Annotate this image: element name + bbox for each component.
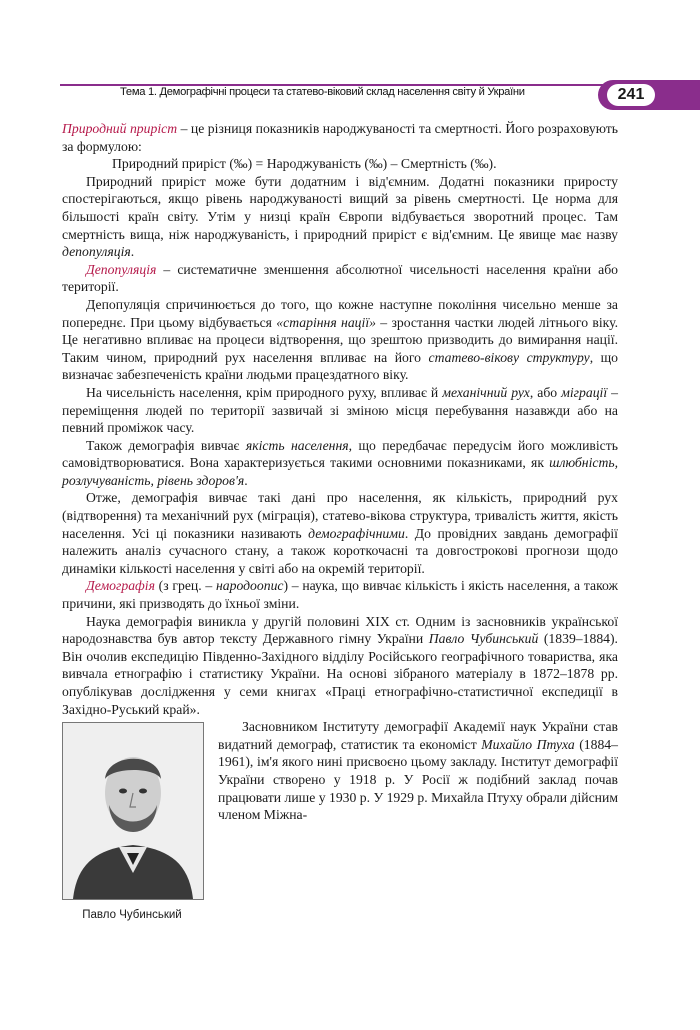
text: Депопуляція спричинюється до того, що кожне наступне покоління чисельно менше за попереднє. При цьому відбувається bbox=[62, 296, 618, 330]
text: (з грец. – bbox=[154, 578, 216, 594]
emphasis: «старіння нації» bbox=[276, 314, 376, 330]
text: . До провідних завдань демографії належить аналіз сучасного стану, а також короткочасні та довгострокові прогнози щодо динаміки кількості населення у світі або на окремій території. bbox=[62, 525, 618, 576]
text: – зростання частки людей літнього віку. Це негативно впливає на процеси відтворення, що зрештою призводить до вимирання нації. Таким чином, природний рух населення впливає на його bbox=[62, 314, 618, 365]
portrait-figure bbox=[62, 722, 208, 925]
text: Засновником Інституту демографії Академії наук України став видатний демограф, статистик та економіст bbox=[218, 719, 618, 752]
text: , що передбачає передусім його можливість самовідтворюватися. Вона характеризується такими основними показниками, як bbox=[62, 437, 618, 471]
emphasis: статево-вікову структуру bbox=[428, 349, 590, 365]
emphasis: механічний рух bbox=[442, 384, 530, 400]
text: Отже, демографія вивчає такі дані про населення, як кількість, природний рух (відтворення) та механічний рух (міграція), статево-вікова структура, тривалість життя, якість населення. Усі ці показники називають bbox=[62, 490, 618, 541]
emphasis: якість населення bbox=[245, 437, 349, 453]
term-demography: Демографія bbox=[86, 578, 155, 594]
text: – систематичне зменшення абсолютної чисельності населення країни або території. bbox=[62, 261, 618, 295]
text: Природний приріст може бути додатним і від'ємним. Додатні показники приросту спостерігаються, якщо рівень народжуваності вищий за рівень смертності. Це норма для більшості країн світу. Утім у низці країн Європи відбувається зворотний процес. Там смертність вища, ніж народжуваність, і природний приріст є від'ємним. Це явище має назву bbox=[62, 173, 618, 242]
paragraph bbox=[62, 173, 618, 261]
emphasis: депопуляція bbox=[62, 244, 131, 260]
paragraph bbox=[62, 489, 618, 577]
emphasis: шлюбність, розлучуваність, рівень здоров'я bbox=[62, 455, 618, 488]
text: . bbox=[130, 244, 135, 260]
emphasis: Михайло Птуха bbox=[481, 736, 575, 752]
text: На чисельність населення, крім природного руху, впливає й bbox=[86, 384, 443, 400]
term-depopulation: Депопуляція bbox=[86, 261, 157, 277]
text: – це різниця показників народжуваності та смертності. Його розраховують за формулою: bbox=[62, 121, 618, 154]
formula: Природний приріст (‰) = Народжуваність (‰) – Смертність (‰). bbox=[112, 156, 497, 172]
paragraph bbox=[62, 296, 618, 384]
term-natural-increase: Природний приріст bbox=[62, 121, 178, 136]
text: . bbox=[244, 472, 248, 488]
paragraph bbox=[62, 120, 618, 155]
text: (1884–1961), ім'я якого нині присвоєно цьому закладу. Інститут демографії України створено у 1918 р. У Росії ж подібний заклад почав працювати лише у 1930 р. У 1929 р. Михайла Птуху обрали дійсним членом Міжна- bbox=[218, 736, 618, 823]
emphasis: Павло Чубинський bbox=[428, 631, 539, 647]
emphasis: демографічними bbox=[308, 525, 405, 541]
text: Також демографія вивчає bbox=[86, 437, 246, 453]
figure-caption: Павло Чубинський bbox=[82, 909, 182, 922]
paragraph bbox=[62, 261, 618, 296]
paragraph bbox=[62, 613, 618, 719]
emphasis: міграції bbox=[561, 384, 608, 400]
text: Наука демографія виникла у другій половині XIX ст. Одним із засновників української народознавства був автор тексту Державного гімну України bbox=[62, 613, 618, 647]
text: , що визначає забезпеченість країни людьми працездатного віку. bbox=[62, 349, 618, 383]
running-header: Тема 1. Демографічні процеси та статево-віковий склад населення світу й України bbox=[120, 86, 525, 98]
page-number: 241 bbox=[607, 84, 655, 106]
paragraph bbox=[62, 577, 618, 612]
text: – переміщення людей по території зазвичай зі зміною місця перебування назавжди або на певний проміжок часу. bbox=[62, 384, 619, 436]
article-body bbox=[62, 120, 618, 925]
paragraph bbox=[62, 437, 618, 490]
paragraph bbox=[62, 384, 618, 437]
text: ) – наука, що вивчає кількість і якість населення, а також причини, які призводять до їхньої зміни. bbox=[62, 578, 618, 612]
text: (1839–1884). Він очолив експедицію Південно-Західного відділу Російського географічного товариства, яка вивчала етнографію і статистику України. На основі зібраного матеріалу в 1872–1878 рр. опублікував дослідження у семи книгах «Праці етнографічно-статистичної експедиції в Західно-Руський край». bbox=[62, 631, 618, 717]
emphasis: народоопис bbox=[215, 578, 284, 594]
portrait-image bbox=[62, 722, 204, 900]
text: , або bbox=[529, 384, 562, 400]
